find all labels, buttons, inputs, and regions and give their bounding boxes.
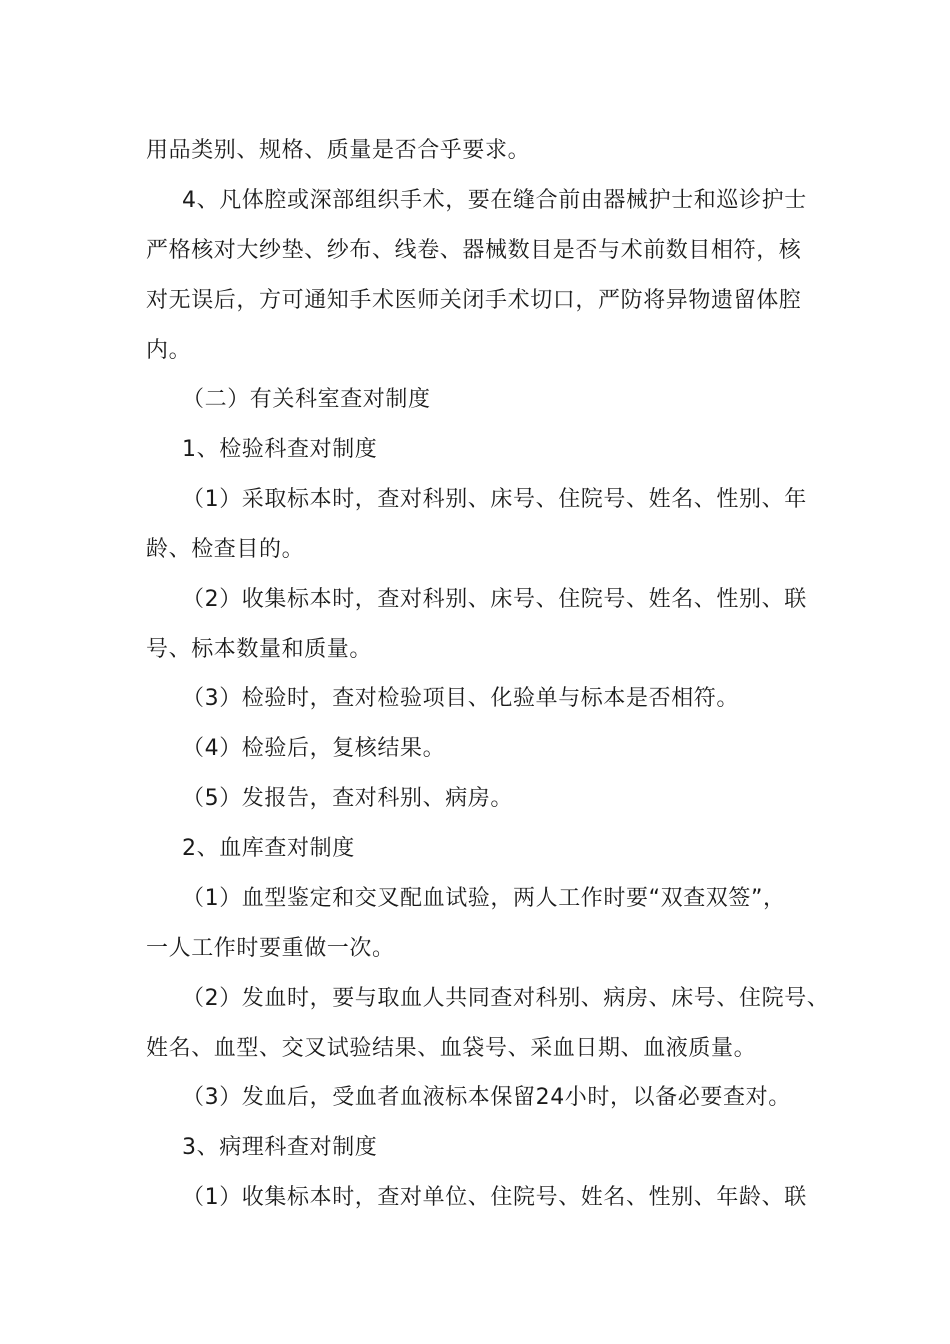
paragraph-line: 一人工作时要重做一次。	[146, 936, 395, 961]
paragraph-line: 严格核对大纱垫、纱布、线卷、器械数目是否与术前数目相符，核	[146, 238, 802, 263]
paragraph-line: （3）发血后，受血者血液标本保留24小时，以备必要查对。	[182, 1085, 791, 1110]
paragraph-line: （5）发报告，查对科别、病房。	[182, 786, 513, 811]
paragraph-line: 内。	[146, 338, 192, 363]
paragraph-line: （3）检验时，查对检验项目、化验单与标本是否相符。	[182, 686, 739, 711]
paragraph-line: （1）收集标本时，查对单位、住院号、姓名、性别、年龄、联	[182, 1185, 807, 1210]
paragraph-line: 龄、检查目的。	[146, 537, 305, 562]
paragraph-line: 4、凡体腔或深部组织手术，要在缝合前由器械护士和巡诊护士	[182, 188, 807, 213]
paragraph-line: 姓名、血型、交叉试验结果、血袋号、采血日期、血液质量。	[146, 1036, 757, 1061]
paragraph-line: （2）收集标本时，查对科别、床号、住院号、姓名、性别、联	[182, 587, 807, 612]
paragraph-line: （4）检验后，复核结果。	[182, 736, 446, 761]
subsection-heading: 1、检验科查对制度	[182, 437, 378, 462]
paragraph-line: 用品类别、规格、质量是否合乎要求。	[146, 138, 531, 163]
paragraph-line: 对无误后，方可通知手术医师关闭手术切口，严防将异物遗留体腔	[146, 288, 802, 313]
subsection-heading: 2、血库查对制度	[182, 836, 355, 861]
subsection-heading: 3、病理科查对制度	[182, 1135, 378, 1160]
paragraph-line: （2）发血时，要与取血人共同查对科别、病房、床号、住院号、	[182, 986, 830, 1011]
paragraph-line: （1）采取标本时，查对科别、床号、住院号、姓名、性别、年	[182, 487, 807, 512]
paragraph-line: 号、标本数量和质量。	[146, 637, 373, 662]
paragraph-line: （1）血型鉴定和交叉配血试验，两人工作时要“双查双签”，	[182, 886, 786, 911]
section-heading: （二）有关科室查对制度	[182, 387, 431, 412]
